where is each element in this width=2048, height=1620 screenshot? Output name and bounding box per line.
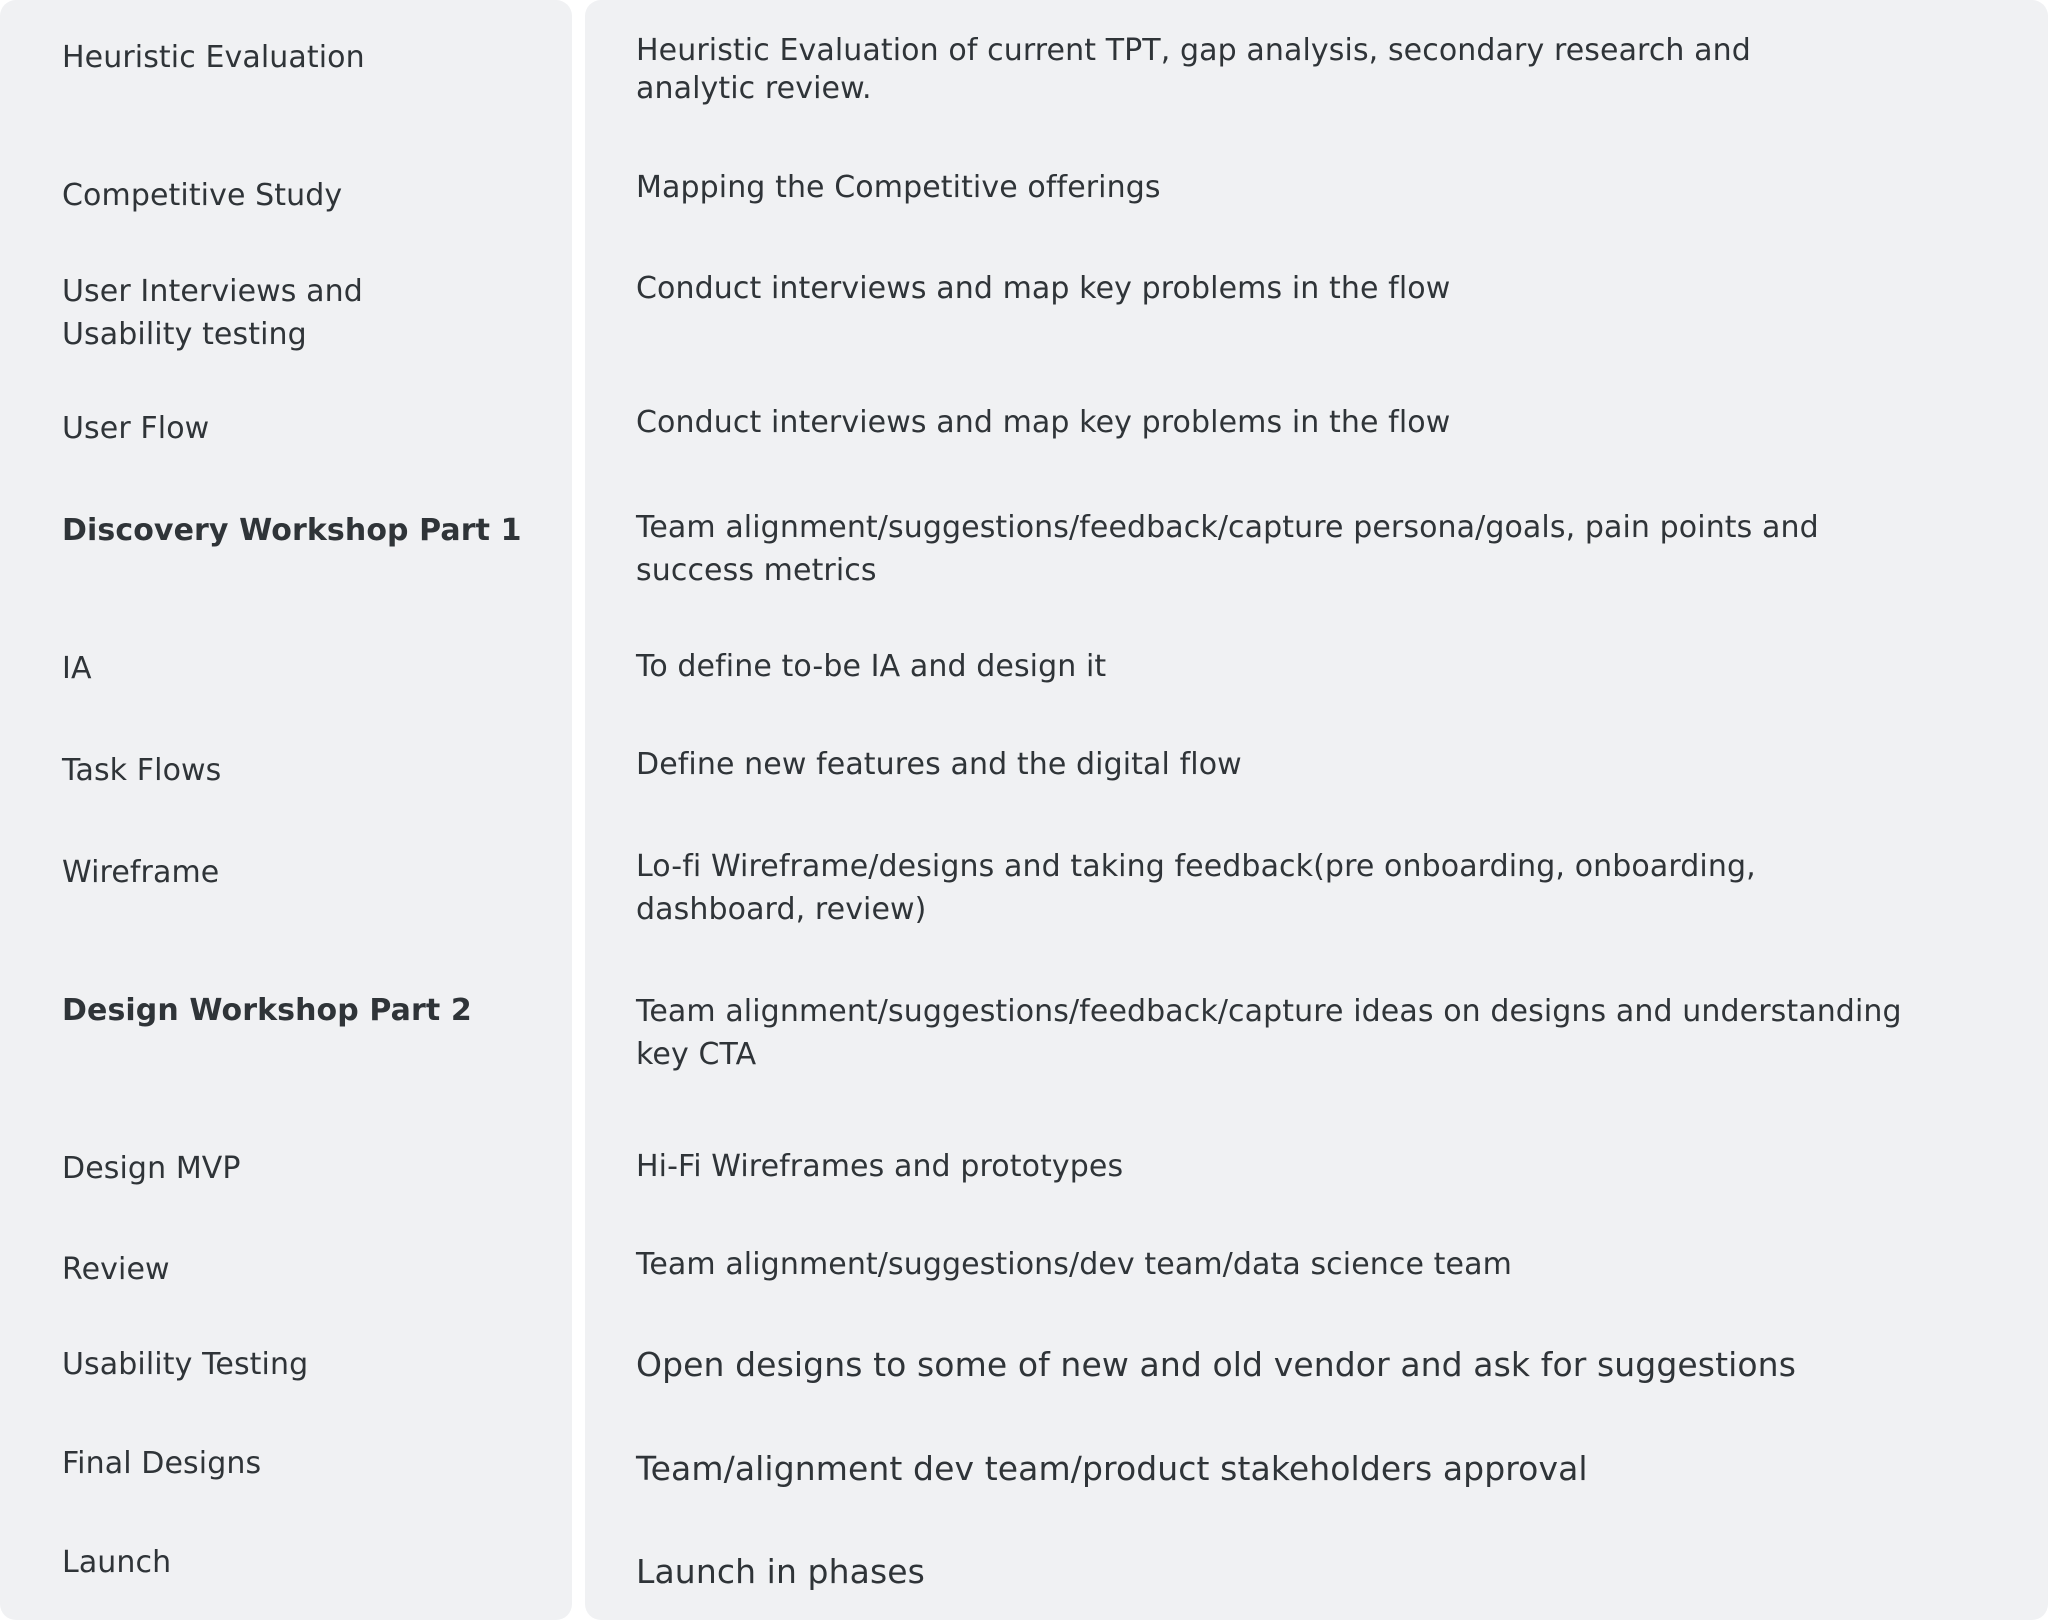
row-label-design-workshop: Design Workshop Part 2	[62, 993, 472, 1028]
row-label-user-interviews: User Interviews and Usability testing	[62, 274, 363, 352]
row-label-discovery-workshop: Discovery Workshop Part 1	[62, 513, 522, 548]
row-description-competitive-study: Mapping the Competitive offerings	[636, 170, 1161, 205]
row-label-design-mvp: Design MVP	[62, 1151, 241, 1186]
row-label-usability-testing: Usability Testing	[62, 1347, 309, 1382]
row-description-review: Team alignment/suggestions/dev team/data science team	[636, 1247, 1512, 1282]
row-description-design-workshop: Team alignment/suggestions/feedback/capture ideas on designs and understanding key CTA	[636, 994, 1902, 1072]
row-description-design-mvp: Hi-Fi Wireframes and prototypes	[636, 1149, 1124, 1184]
row-description-wireframe: Lo-fi Wireframe/designs and taking feedback(pre onboarding, onboarding, dashboard, review)	[636, 849, 1756, 927]
row-description-user-flow: Conduct interviews and map key problems in the flow	[636, 405, 1451, 440]
row-description-discovery-workshop: Team alignment/suggestions/feedback/capture persona/goals, pain points and success metrics	[636, 510, 1819, 588]
row-label-user-flow: User Flow	[62, 411, 210, 446]
row-description-user-interviews: Conduct interviews and map key problems in the flow	[636, 271, 1451, 306]
row-description-task-flows: Define new features and the digital flow	[636, 747, 1242, 782]
row-label-launch: Launch	[62, 1545, 172, 1580]
row-label-task-flows: Task Flows	[62, 753, 222, 788]
row-label-heuristic-evaluation: Heuristic Evaluation	[62, 40, 365, 75]
row-description-ia: To define to-be IA and design it	[636, 649, 1107, 684]
row-description-usability-testing: Open designs to some of new and old vendor and ask for suggestions	[636, 1345, 1796, 1384]
row-label-competitive-study: Competitive Study	[62, 178, 343, 213]
row-label-final-designs: Final Designs	[62, 1446, 262, 1481]
row-label-review: Review	[62, 1252, 170, 1287]
row-label-ia: IA	[62, 651, 92, 686]
row-description-final-designs: Team/alignment dev team/product stakeholders approval	[636, 1449, 1588, 1488]
row-description-launch: Launch in phases	[636, 1552, 925, 1591]
row-label-wireframe: Wireframe	[62, 855, 220, 890]
row-description-heuristic-evaluation: Heuristic Evaluation of current TPT, gap analysis, secondary research and analytic review.	[636, 33, 1751, 106]
